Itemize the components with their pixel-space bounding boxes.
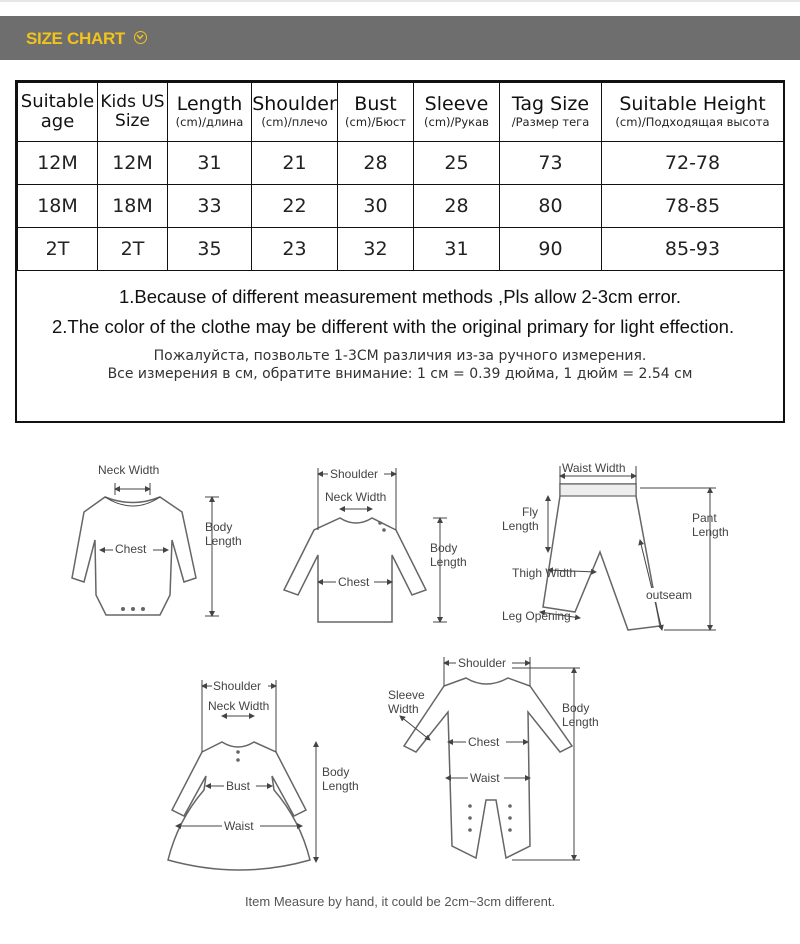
- measurement-diagrams: [0, 440, 800, 940]
- column-header: Bust (cm)/Бюст: [338, 83, 414, 142]
- column-header: Suitable age: [18, 83, 98, 142]
- chevron-down-icon: [134, 31, 147, 44]
- table-cell: 73: [500, 142, 602, 185]
- dress-diagram: [168, 679, 359, 870]
- dress-length-label-2: Length: [322, 779, 359, 793]
- table-cell: 85-93: [602, 228, 784, 271]
- table-cell: 2T: [98, 228, 168, 271]
- table-cell: 18M: [18, 185, 98, 228]
- tshirt-diagram: [284, 467, 467, 622]
- table-cell: 12M: [98, 142, 168, 185]
- table-cell: 31: [168, 142, 252, 185]
- dress-neck-label: Neck Width: [208, 699, 270, 713]
- table-cell: 28: [414, 185, 500, 228]
- pants-outseam-label: outseam: [646, 588, 693, 602]
- table-cell: 72-78: [602, 142, 784, 185]
- top-divider: [0, 0, 800, 2]
- pants-length-label-1: Pant: [692, 511, 717, 525]
- tshirt-length-label-1: Body: [430, 541, 458, 555]
- romper-diagram: [388, 656, 599, 860]
- table-header-row: [18, 83, 784, 142]
- dress-shoulder-label: Shoulder: [213, 679, 262, 693]
- tshirt-chest-label: Chest: [338, 575, 370, 589]
- table-cell: 21: [252, 142, 338, 185]
- table-cell: 18M: [98, 185, 168, 228]
- column-header: Tag Size /Размер тега: [500, 83, 602, 142]
- note-ru-manual-measure: Пожалуйста, позвольте 1-3CM различия из-за ручного измерения.: [153, 348, 647, 364]
- note-ru-units: Все измерения в см, обратите внимание: 1 см = 0.39 дюйма, 1 дюйм = 2.54 см: [107, 366, 693, 382]
- dress-length-label-1: Body: [322, 765, 350, 779]
- table-cell: 78-85: [602, 185, 784, 228]
- pants-fly-label-2: Length: [502, 519, 539, 533]
- pants-leg-label: Leg Opening: [502, 609, 571, 623]
- table-cell: 35: [168, 228, 252, 271]
- table-cell: 30: [338, 185, 414, 228]
- bodysuit-chest-label: Chest: [115, 542, 147, 556]
- table-cell: 12M: [18, 142, 98, 185]
- note-measurement-error: 1.Because of different measurement methods ,Pls allow 2-3cm error.: [118, 286, 682, 307]
- table-row: [18, 142, 784, 185]
- table-cell: 28: [338, 142, 414, 185]
- section-title: SIZE CHART: [26, 29, 126, 48]
- pants-length-label-2: Length: [692, 525, 729, 539]
- romper-chest-label: Chest: [468, 735, 500, 749]
- table-row: [18, 185, 784, 228]
- pants-waist-label: Waist Width: [562, 461, 626, 475]
- table-cell: 80: [500, 185, 602, 228]
- romper-length-label-1: Body: [562, 701, 590, 715]
- size-chart-panel: [15, 80, 785, 423]
- table-cell: 90: [500, 228, 602, 271]
- tshirt-shoulder-label: Shoulder: [330, 467, 379, 481]
- bodysuit-neck-label: Neck Width: [98, 463, 160, 477]
- section-header: [0, 16, 800, 60]
- pants-diagram: [502, 461, 729, 630]
- romper-sleeve-label-1: Sleeve: [388, 688, 425, 702]
- romper-sleeve-label-2: Width: [388, 702, 419, 716]
- bodysuit-diagram: [72, 463, 242, 616]
- column-header: Shoulder (cm)/плечо: [252, 83, 338, 142]
- table-cell: 31: [414, 228, 500, 271]
- table-cell: 23: [252, 228, 338, 271]
- table-cell: 33: [168, 185, 252, 228]
- table-cell: 2T: [18, 228, 98, 271]
- table-cell: 32: [338, 228, 414, 271]
- bodysuit-length-label-1: Body: [205, 520, 233, 534]
- romper-shoulder-label: Shoulder: [458, 656, 507, 670]
- tshirt-length-label-2: Length: [430, 555, 467, 569]
- note-color-difference: 2.The color of the clothe may be different with the original primary for light effection.: [52, 316, 735, 337]
- pants-thigh-label: Thigh Width: [512, 566, 577, 580]
- dress-bust-label: Bust: [226, 779, 251, 793]
- column-header: Kids US Size: [98, 83, 168, 142]
- footer-note: Item Measure by hand, it could be 2cm~3cm different.: [244, 894, 556, 909]
- column-header: Suitable Height (cm)/Подходящая высота: [602, 83, 784, 142]
- pants-fly-label-1: Fly: [522, 505, 538, 519]
- column-header: Length (cm)/длина: [168, 83, 252, 142]
- size-table: [17, 82, 784, 271]
- bodysuit-length-label-2: Length: [205, 534, 242, 548]
- column-header: Sleeve (cm)/Рукав: [414, 83, 500, 142]
- tshirt-neck-label: Neck Width: [325, 490, 387, 504]
- dress-waist-label: Waist: [224, 819, 254, 833]
- romper-waist-label: Waist: [470, 771, 500, 785]
- table-cell: 25: [414, 142, 500, 185]
- table-row: [18, 228, 784, 271]
- table-cell: 22: [252, 185, 338, 228]
- romper-length-label-2: Length: [562, 715, 599, 729]
